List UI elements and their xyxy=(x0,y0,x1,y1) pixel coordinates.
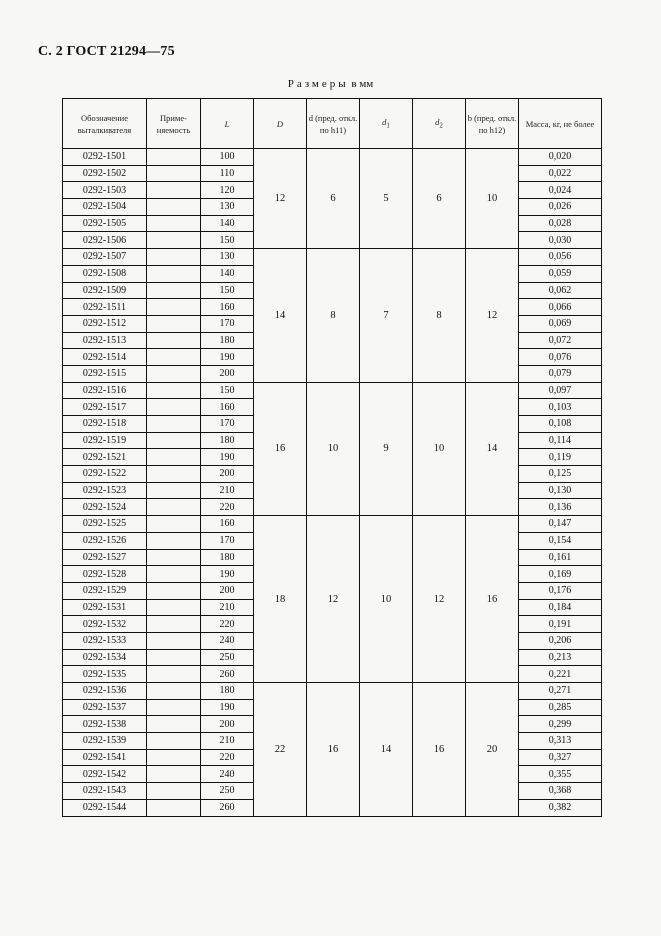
designation-cell: 0292-1526 xyxy=(63,532,147,549)
group-d-cell: 14 xyxy=(254,249,307,383)
applicability-cell xyxy=(147,783,201,800)
applicability-cell xyxy=(147,466,201,483)
designation-cell: 0292-1522 xyxy=(63,466,147,483)
designation-cell: 0292-1511 xyxy=(63,299,147,316)
designation-cell: 0292-1508 xyxy=(63,265,147,282)
group-b-cell: 14 xyxy=(466,382,519,516)
mass-cell: 0,026 xyxy=(519,199,602,216)
designation-cell: 0292-1534 xyxy=(63,649,147,666)
length-cell: 130 xyxy=(201,249,254,266)
mass-cell: 0,114 xyxy=(519,432,602,449)
header-b: b (пред. откл. по h12) xyxy=(466,99,519,149)
designation-cell: 0292-1504 xyxy=(63,199,147,216)
length-cell: 200 xyxy=(201,365,254,382)
designation-cell: 0292-1513 xyxy=(63,332,147,349)
table-row xyxy=(63,149,602,166)
length-cell: 220 xyxy=(201,499,254,516)
mass-cell: 0,103 xyxy=(519,399,602,416)
designation-cell: 0292-1505 xyxy=(63,215,147,232)
length-cell: 140 xyxy=(201,215,254,232)
mass-cell: 0,125 xyxy=(519,466,602,483)
length-cell: 170 xyxy=(201,315,254,332)
mass-cell: 0,028 xyxy=(519,215,602,232)
mass-cell: 0,327 xyxy=(519,749,602,766)
designation-cell: 0292-1543 xyxy=(63,783,147,800)
applicability-cell xyxy=(147,733,201,750)
mass-cell: 0,024 xyxy=(519,182,602,199)
length-cell: 190 xyxy=(201,699,254,716)
mass-cell: 0,147 xyxy=(519,516,602,533)
length-cell: 260 xyxy=(201,799,254,816)
applicability-cell xyxy=(147,232,201,249)
length-cell: 220 xyxy=(201,616,254,633)
designation-cell: 0292-1536 xyxy=(63,683,147,700)
applicability-cell xyxy=(147,332,201,349)
length-cell: 200 xyxy=(201,466,254,483)
table-row xyxy=(63,382,602,399)
designation-cell: 0292-1517 xyxy=(63,399,147,416)
mass-cell: 0,062 xyxy=(519,282,602,299)
designation-cell: 0292-1507 xyxy=(63,249,147,266)
length-cell: 110 xyxy=(201,165,254,182)
length-cell: 200 xyxy=(201,582,254,599)
mass-cell: 0,130 xyxy=(519,482,602,499)
designation-cell: 0292-1512 xyxy=(63,315,147,332)
header-row xyxy=(63,99,602,149)
applicability-cell xyxy=(147,582,201,599)
designation-cell: 0292-1532 xyxy=(63,616,147,633)
designation-cell: 0292-1519 xyxy=(63,432,147,449)
group-d-cell: 16 xyxy=(254,382,307,516)
designation-cell: 0292-1502 xyxy=(63,165,147,182)
group-b-cell: 16 xyxy=(466,516,519,683)
mass-cell: 0,108 xyxy=(519,416,602,433)
table-row xyxy=(63,516,602,533)
mass-cell: 0,313 xyxy=(519,733,602,750)
length-cell: 100 xyxy=(201,149,254,166)
applicability-cell xyxy=(147,182,201,199)
mass-cell: 0,184 xyxy=(519,599,602,616)
designation-cell: 0292-1542 xyxy=(63,766,147,783)
group-d1-cell: 10 xyxy=(360,516,413,683)
header-applicability: Приме-няемость xyxy=(147,99,201,149)
applicability-cell xyxy=(147,249,201,266)
length-cell: 260 xyxy=(201,666,254,683)
header-d: d (пред. откл. по h11) xyxy=(307,99,360,149)
length-cell: 120 xyxy=(201,182,254,199)
mass-cell: 0,368 xyxy=(519,783,602,800)
length-cell: 150 xyxy=(201,282,254,299)
header-D: D xyxy=(254,99,307,149)
designation-cell: 0292-1527 xyxy=(63,549,147,566)
header-mass: Масса, кг, не более xyxy=(519,99,602,149)
applicability-cell xyxy=(147,516,201,533)
mass-cell: 0,066 xyxy=(519,299,602,316)
length-cell: 150 xyxy=(201,382,254,399)
mass-cell: 0,079 xyxy=(519,365,602,382)
applicability-cell xyxy=(147,699,201,716)
group-d-cell: 12 xyxy=(307,516,360,683)
applicability-cell xyxy=(147,432,201,449)
applicability-cell xyxy=(147,499,201,516)
designation-cell: 0292-1506 xyxy=(63,232,147,249)
length-cell: 160 xyxy=(201,299,254,316)
header-L: L xyxy=(201,99,254,149)
group-d-cell: 10 xyxy=(307,382,360,516)
designation-cell: 0292-1509 xyxy=(63,282,147,299)
page-header: С. 2 ГОСТ 21294—75 xyxy=(38,44,175,59)
mass-cell: 0,169 xyxy=(519,566,602,583)
group-d2-cell: 6 xyxy=(413,149,466,249)
mass-cell: 0,176 xyxy=(519,582,602,599)
designation-cell: 0292-1524 xyxy=(63,499,147,516)
applicability-cell xyxy=(147,482,201,499)
group-d2-cell: 12 xyxy=(413,516,466,683)
applicability-cell xyxy=(147,215,201,232)
applicability-cell xyxy=(147,382,201,399)
applicability-cell xyxy=(147,349,201,366)
applicability-cell xyxy=(147,299,201,316)
length-cell: 170 xyxy=(201,532,254,549)
designation-cell: 0292-1525 xyxy=(63,516,147,533)
mass-cell: 0,206 xyxy=(519,632,602,649)
designation-cell: 0292-1529 xyxy=(63,582,147,599)
length-cell: 240 xyxy=(201,766,254,783)
applicability-cell xyxy=(147,666,201,683)
group-b-cell: 10 xyxy=(466,149,519,249)
mass-cell: 0,056 xyxy=(519,249,602,266)
designation-cell: 0292-1535 xyxy=(63,666,147,683)
group-d-cell: 6 xyxy=(307,149,360,249)
designation-cell: 0292-1538 xyxy=(63,716,147,733)
length-cell: 190 xyxy=(201,349,254,366)
designation-cell: 0292-1539 xyxy=(63,733,147,750)
applicability-cell xyxy=(147,199,201,216)
applicability-cell xyxy=(147,766,201,783)
group-d1-cell: 7 xyxy=(360,249,413,383)
length-cell: 130 xyxy=(201,199,254,216)
group-d-cell: 8 xyxy=(307,249,360,383)
length-cell: 160 xyxy=(201,516,254,533)
length-cell: 210 xyxy=(201,733,254,750)
group-d1-cell: 5 xyxy=(360,149,413,249)
designation-cell: 0292-1528 xyxy=(63,566,147,583)
applicability-cell xyxy=(147,566,201,583)
mass-cell: 0,221 xyxy=(519,666,602,683)
group-d-cell: 18 xyxy=(254,516,307,683)
length-cell: 250 xyxy=(201,649,254,666)
length-cell: 180 xyxy=(201,332,254,349)
group-d-cell: 16 xyxy=(307,683,360,817)
group-d2-cell: 16 xyxy=(413,683,466,817)
designation-cell: 0292-1516 xyxy=(63,382,147,399)
caption-units: в мм xyxy=(351,78,374,90)
length-cell: 210 xyxy=(201,482,254,499)
table-caption xyxy=(0,78,661,90)
length-cell: 210 xyxy=(201,599,254,616)
length-cell: 190 xyxy=(201,449,254,466)
designation-cell: 0292-1518 xyxy=(63,416,147,433)
applicability-cell xyxy=(147,649,201,666)
designation-cell: 0292-1503 xyxy=(63,182,147,199)
mass-cell: 0,059 xyxy=(519,265,602,282)
applicability-cell xyxy=(147,282,201,299)
designation-cell: 0292-1523 xyxy=(63,482,147,499)
header-designation: Обозначение выталкивателя xyxy=(63,99,147,149)
applicability-cell xyxy=(147,449,201,466)
applicability-cell xyxy=(147,365,201,382)
mass-cell: 0,154 xyxy=(519,532,602,549)
length-cell: 170 xyxy=(201,416,254,433)
applicability-cell xyxy=(147,416,201,433)
designation-cell: 0292-1537 xyxy=(63,699,147,716)
applicability-cell xyxy=(147,165,201,182)
length-cell: 220 xyxy=(201,749,254,766)
mass-cell: 0,076 xyxy=(519,349,602,366)
applicability-cell xyxy=(147,399,201,416)
mass-cell: 0,136 xyxy=(519,499,602,516)
applicability-cell xyxy=(147,683,201,700)
mass-cell: 0,072 xyxy=(519,332,602,349)
table-row xyxy=(63,249,602,266)
designation-cell: 0292-1521 xyxy=(63,449,147,466)
length-cell: 180 xyxy=(201,683,254,700)
caption-label: Размеры xyxy=(287,78,349,90)
length-cell: 190 xyxy=(201,566,254,583)
mass-cell: 0,271 xyxy=(519,683,602,700)
header-d1: $d_1$ xyxy=(360,99,413,149)
applicability-cell xyxy=(147,716,201,733)
mass-cell: 0,119 xyxy=(519,449,602,466)
designation-cell: 0292-1501 xyxy=(63,149,147,166)
designation-cell: 0292-1531 xyxy=(63,599,147,616)
length-cell: 250 xyxy=(201,783,254,800)
applicability-cell xyxy=(147,599,201,616)
applicability-cell xyxy=(147,149,201,166)
applicability-cell xyxy=(147,632,201,649)
mass-cell: 0,161 xyxy=(519,549,602,566)
length-cell: 150 xyxy=(201,232,254,249)
mass-cell: 0,097 xyxy=(519,382,602,399)
applicability-cell xyxy=(147,315,201,332)
dimensions-table xyxy=(62,98,602,817)
mass-cell: 0,191 xyxy=(519,616,602,633)
mass-cell: 0,213 xyxy=(519,649,602,666)
applicability-cell xyxy=(147,265,201,282)
length-cell: 180 xyxy=(201,432,254,449)
applicability-cell xyxy=(147,749,201,766)
applicability-cell xyxy=(147,549,201,566)
group-d-cell: 22 xyxy=(254,683,307,817)
mass-cell: 0,022 xyxy=(519,165,602,182)
group-b-cell: 12 xyxy=(466,249,519,383)
applicability-cell xyxy=(147,532,201,549)
mass-cell: 0,020 xyxy=(519,149,602,166)
header-d2: $d_2$ xyxy=(413,99,466,149)
table-row xyxy=(63,683,602,700)
group-d2-cell: 10 xyxy=(413,382,466,516)
designation-cell: 0292-1541 xyxy=(63,749,147,766)
length-cell: 180 xyxy=(201,549,254,566)
designation-cell: 0292-1544 xyxy=(63,799,147,816)
group-b-cell: 20 xyxy=(466,683,519,817)
length-cell: 200 xyxy=(201,716,254,733)
mass-cell: 0,355 xyxy=(519,766,602,783)
group-d-cell: 12 xyxy=(254,149,307,249)
group-d1-cell: 14 xyxy=(360,683,413,817)
applicability-cell xyxy=(147,799,201,816)
designation-cell: 0292-1515 xyxy=(63,365,147,382)
mass-cell: 0,030 xyxy=(519,232,602,249)
mass-cell: 0,299 xyxy=(519,716,602,733)
group-d2-cell: 8 xyxy=(413,249,466,383)
length-cell: 240 xyxy=(201,632,254,649)
group-d1-cell: 9 xyxy=(360,382,413,516)
applicability-cell xyxy=(147,616,201,633)
length-cell: 140 xyxy=(201,265,254,282)
length-cell: 160 xyxy=(201,399,254,416)
mass-cell: 0,069 xyxy=(519,315,602,332)
mass-cell: 0,285 xyxy=(519,699,602,716)
designation-cell: 0292-1533 xyxy=(63,632,147,649)
designation-cell: 0292-1514 xyxy=(63,349,147,366)
mass-cell: 0,382 xyxy=(519,799,602,816)
